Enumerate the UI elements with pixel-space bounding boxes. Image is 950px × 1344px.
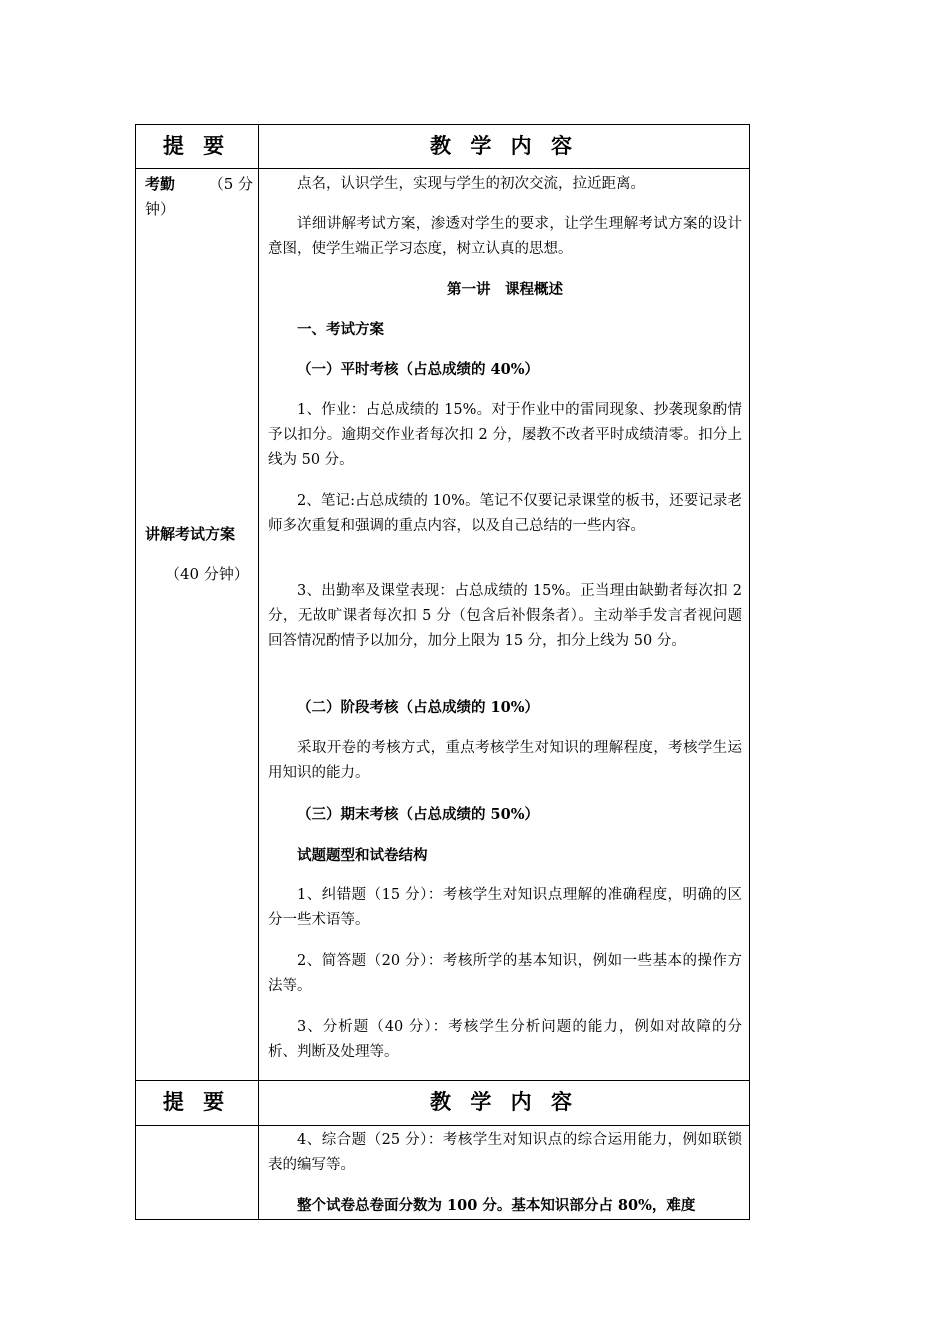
lecture-title: 第一讲 课程概述 [447,281,563,298]
side-attendance [145,172,253,222]
table-border-bottom [135,1219,750,1220]
column-divider [258,124,259,1220]
table-border-top [135,124,750,125]
attendance-time: （5 分 [208,175,253,193]
sub-final-assessment: （三）期末考核（占总成绩的 50%） [297,806,540,823]
question-type-1: 1、纠错题（15 分）：考核学生对知识点理解的准确程度，明确的区分一些术语等。 [268,887,742,928]
side-exam-time: （40 分钟） [165,565,249,583]
summary-text: 整个试卷总卷面分数为 100 分。基本知识部分占 80%，难度 [297,1197,696,1214]
section-exam-plan: 一、考试方案 [297,321,384,338]
para-attendance: 点名，认识学生，实现与学生的初次交流，拉近距离。 [297,176,645,192]
structure-title: 试题题型和试卷结构 [297,847,428,864]
attendance-title: 考勤 [145,175,176,193]
header-summary-2: 提 要 [162,1089,231,1114]
question-type-2: 2、简答题（20 分）：考核所学的基本知识，例如一些基本的操作方法等。 [268,953,742,994]
table-border-right [749,124,750,1220]
header-teaching-content-2: 教 学 内 容 [430,1089,578,1114]
question-type-3: 3、分析题（40 分）：考核学生分析问题的能力，例如对故障的分析、判断及处理等。 [268,1019,742,1060]
sub-stage-assessment: （二）阶段考核（占总成绩的 10%） [297,699,540,716]
header-summary: 提 要 [162,133,231,158]
header-teaching-content: 教 学 内 容 [430,133,578,158]
sub-regular-assessment: （一）平时考核（占总成绩的 40%） [297,361,540,378]
attendance-time-cont: 钟） [145,200,176,218]
item-notes: 2、笔记:占总成绩的 10%。笔记不仅要记录课堂的板书，还要记录老师多次重复和强调的重点内容，以及自己总结的一些内容。 [268,493,742,534]
question-type-4: 4、综合题（25 分）：考核学生对知识点的综合运用能力，例如联锁表的编写等。 [268,1132,742,1173]
side-exam-title: 讲解考试方案 [145,525,236,543]
stage-text: 采取开卷的考核方式，重点考核学生对知识的理解程度，考核学生运用知识的能力。 [268,740,742,781]
item-homework: 1、作业：占总成绩的 15%。对于作业中的雷同现象、抄袭现象酌情予以扣分。逾期交作业者每次扣 2 分，屡教不改者平时成绩清零。扣分上线为 50 分。 [268,402,742,468]
header-divider [135,168,750,169]
item-attendance: 3、出勤率及课堂表现：占总成绩的 15%。正当理由缺勤者每次扣 2 分，无故旷课者每次扣 5 分（包含后补假条者）。主动举手发言者视问题回答情况酌情予以加分，加分上限为 15 分，扣分上线为 50 分。 [268,583,742,649]
section-divider [135,1080,750,1081]
para-exam-intro: 详细讲解考试方案，渗透对学生的要求，让学生理解考试方案的设计意图，使学生端正学习态度，树立认真的思想。 [268,216,742,257]
header-divider-2 [135,1125,750,1126]
table-border-left [135,124,136,1220]
